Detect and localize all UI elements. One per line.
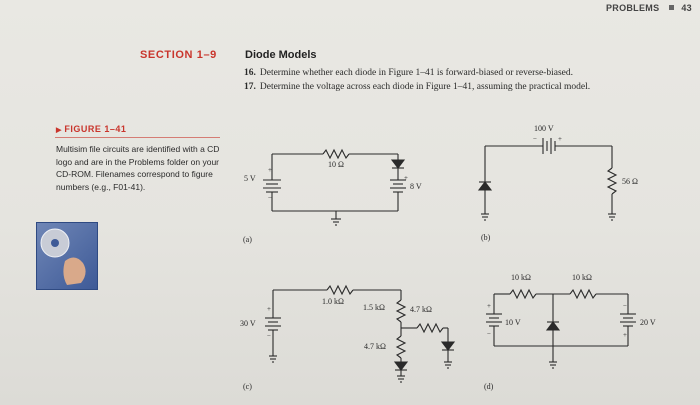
label-d-left-plus: + [487,302,491,310]
label-d-left-minus: − [487,330,491,338]
label-a-battery: 8 V [410,182,422,191]
running-head-label: PROBLEMS [605,3,660,13]
label-d-source-left: 10 V [505,318,521,327]
label-c-r4: 4.7 kΩ [364,342,386,351]
figure-caption: Multisim file circuits are identified with a CD logo and are in the Problems folder on your CD-ROM. Filenames correspond to figure numbers (e.g., F01-41). [56,144,220,192]
page-number: 43 [681,3,692,13]
section-label: SECTION 1–9 [140,49,217,61]
label-d-r1: 10 kΩ [511,273,531,282]
problem-text: Determine whether each diode in Figure 1–41 is forward-biased or reverse-biased. [259,68,573,78]
label-circuit-a: (a) [243,235,252,244]
label-c-minus: − [267,332,271,340]
label-a-minus: − [268,194,272,202]
circuit-d [486,290,636,368]
label-b-source: 100 V [534,124,554,133]
problem-number: 16. [244,68,256,78]
label-circuit-c: (c) [243,382,252,391]
section-title: Diode Models [245,49,317,61]
label-c-plus: + [267,305,271,313]
label-a-plus: + [268,166,272,174]
label-c-r3: 4.7 kΩ [410,305,432,314]
label-b-minus: − [533,135,537,143]
label-circuit-d: (d) [484,382,494,391]
label-c-r2: 1.5 kΩ [363,303,385,312]
label-a-resistor: 10 Ω [328,160,344,169]
label-d-right-plus: + [623,331,627,339]
label-a-source: 5 V [244,174,256,183]
figure-label-text: FIGURE 1–41 [64,124,127,134]
circuit-b [479,138,616,220]
label-c-r1: 1.0 kΩ [322,297,344,306]
label-d-source-right: 20 V [640,318,656,327]
label-d-r2: 10 kΩ [572,273,592,282]
label-b-plus: + [558,135,562,143]
label-b-resistor: 56 Ω [622,177,638,186]
circuit-c [265,286,454,382]
problem-number: 17. [244,82,256,92]
label-a-batt-plus: + [404,174,408,182]
problem-text: Determine the voltage across each diode in Figure 1–41, assuming the practical model. [259,82,591,92]
label-d-right-minus: − [623,302,627,310]
label-circuit-b: (b) [481,233,491,242]
label-c-source: 30 V [240,319,256,328]
triangle-marker-icon: ▶ [56,127,65,134]
